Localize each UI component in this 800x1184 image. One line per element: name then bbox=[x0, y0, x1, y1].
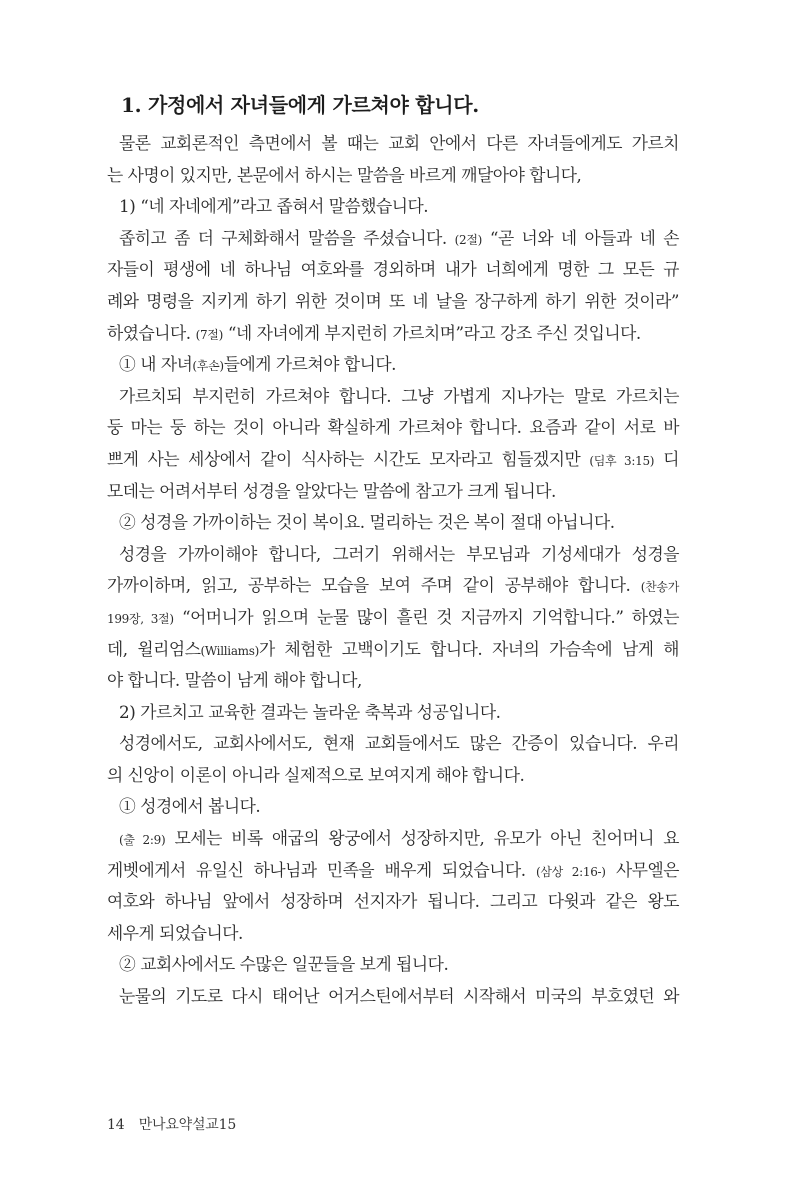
book-title: 만나요약설교15 bbox=[138, 1117, 237, 1133]
text-run: 좁히고 좀 더 구체화해서 말씀을 주셨습니다. bbox=[119, 227, 455, 248]
text-run: 하였습니다. bbox=[107, 322, 196, 343]
text-run: 가르치되 부지런히 가르쳐야 합니다. 그냥 가볍게 지나가는 말로 가르치는 bbox=[119, 385, 679, 406]
text-run: 성경을 가까이해야 합니다, 그러기 위해서는 부모님과 기성세대가 성경을 bbox=[119, 543, 679, 564]
reference-note: (2절) bbox=[454, 232, 482, 247]
text-run: ① 성경에서 봅니다. bbox=[119, 796, 261, 817]
text-line bbox=[107, 381, 679, 413]
text-run: “곧 너와 네 아들과 네 손 bbox=[482, 227, 679, 248]
text-line bbox=[107, 539, 679, 571]
reference-note: (7절) bbox=[195, 327, 223, 342]
text-line bbox=[107, 760, 679, 792]
text-line bbox=[107, 918, 679, 950]
text-run: 데, 윌리엄스 bbox=[107, 638, 201, 659]
reference-note: (삼상 2:16-) bbox=[535, 864, 606, 879]
text-line bbox=[107, 191, 679, 223]
text-line bbox=[107, 855, 679, 887]
text-run: 1) “네 자네에게”라고 좁혀서 말씀했습니다. bbox=[119, 196, 429, 217]
text-line bbox=[107, 160, 679, 192]
text-line bbox=[107, 728, 679, 760]
text-line bbox=[107, 349, 679, 381]
reference-note: (찬송가 bbox=[640, 580, 679, 595]
text-run: 의 신앙이 이론이 아니라 실제적으로 보여지게 해야 합니다. bbox=[107, 764, 525, 785]
text-run: 모데는 어려서부터 성경을 알았다는 말씀에 참고가 크게 됩니다. bbox=[107, 480, 556, 501]
text-run: ① 내 자녀 bbox=[119, 354, 193, 375]
text-line bbox=[107, 507, 679, 539]
text-line bbox=[107, 223, 679, 255]
text-line bbox=[107, 634, 679, 666]
text-run: 가까이하며, 읽고, 공부하는 모습을 보여 주며 같이 공부해야 합니다. bbox=[107, 575, 641, 596]
reference-note: (딤후 3:15) bbox=[589, 453, 655, 468]
text-line bbox=[107, 444, 679, 476]
text-line bbox=[107, 665, 679, 697]
text-run: 가 체험한 고백이기도 합니다. 자녀의 가슴속에 남게 해 bbox=[259, 638, 680, 659]
text-line bbox=[107, 254, 679, 286]
text-run: 는 사명이 있지만, 본문에서 하시는 말씀을 바르게 깨달아야 합니다, bbox=[107, 164, 582, 185]
text-line bbox=[107, 791, 679, 823]
text-line bbox=[107, 823, 679, 855]
reference-note: (후손) bbox=[192, 359, 224, 374]
text-line bbox=[107, 318, 679, 350]
reference-note: (출 2:9) bbox=[119, 833, 166, 848]
text-run: 야 합니다. 말씀이 남게 해야 합니다, bbox=[107, 670, 362, 691]
page-content bbox=[107, 90, 679, 1013]
text-run: 2) 가르치고 교육한 결과는 놀라운 축복과 성공입니다. bbox=[119, 701, 501, 722]
text-line bbox=[107, 476, 679, 508]
text-run: ② 교회사에서도 수많은 일꾼들을 보게 됩니다. bbox=[119, 954, 449, 975]
text-line bbox=[107, 286, 679, 318]
text-line bbox=[107, 128, 679, 160]
text-run: “네 자녀에게 부지런히 가르치며”라고 강조 주신 것입니다. bbox=[222, 322, 641, 343]
text-line bbox=[107, 412, 679, 444]
text-run: 물론 교회론적인 측면에서 볼 때는 교회 안에서 다른 자녀들에게도 가르치 bbox=[119, 133, 679, 153]
text-run: ② 성경을 가까이하는 것이 복이요. 멀리하는 것은 복이 절대 아닙니다. bbox=[119, 512, 615, 533]
text-line bbox=[107, 697, 679, 729]
text-run: 여호와 하나님 앞에서 성장하며 선지자가 됩니다. 그리고 다윗과 같은 왕도 bbox=[107, 891, 679, 912]
reference-note: 199장, 3절) bbox=[107, 611, 174, 626]
text-run: 눈물의 기도로 다시 태어난 어거스틴에서부터 시작해서 미국의 부호였던 와 bbox=[119, 986, 679, 1007]
text-line bbox=[107, 949, 679, 981]
text-line bbox=[107, 570, 679, 602]
text-run: 사무엘은 bbox=[605, 859, 679, 880]
section-heading: 1. 가정에서 자녀들에게 가르쳐야 합니다. bbox=[121, 93, 479, 117]
text-run: 게벳에게서 유일신 하나님과 민족을 배우게 되었습니다. bbox=[107, 859, 536, 880]
page-footer bbox=[107, 1114, 236, 1134]
text-run: 례와 명령을 지키게 하기 위한 것이며 또 네 날을 장구하게 하기 위한 것이라” bbox=[107, 290, 679, 311]
text-run: 쁘게 사는 세상에서 같이 식사하는 시간도 모자라고 힘들겠지만 bbox=[107, 448, 590, 469]
text-run: 디 bbox=[654, 448, 679, 469]
text-run: “어머니가 읽으며 눈물 많이 흘린 것 지금까지 기억합니다.” 하였는 bbox=[173, 606, 679, 627]
text-line bbox=[107, 886, 679, 918]
text-run: 자들이 평생에 네 하나님 여호와를 경외하며 내가 너희에게 명한 그 모든 규 bbox=[107, 259, 679, 280]
text-run: 둥 마는 둥 하는 것이 아니라 확실하게 가르쳐야 합니다. 요즘과 같이 서로 바 bbox=[107, 417, 679, 438]
page-number: 14 bbox=[107, 1117, 125, 1133]
text-run: 모세는 비록 애굽의 왕궁에서 성장하지만, 유모가 아닌 친어머니 요 bbox=[165, 828, 680, 849]
text-line bbox=[107, 981, 679, 1013]
text-run: 들에게 가르쳐야 합니다. bbox=[223, 354, 397, 375]
reference-note: (Williams) bbox=[200, 643, 259, 658]
body-text bbox=[107, 128, 679, 1013]
text-run: 세우게 되었습니다. bbox=[107, 922, 243, 943]
text-run: 성경에서도, 교회사에서도, 현재 교회들에서도 많은 간증이 있습니다. 우리 bbox=[119, 733, 679, 754]
text-line bbox=[107, 602, 679, 634]
